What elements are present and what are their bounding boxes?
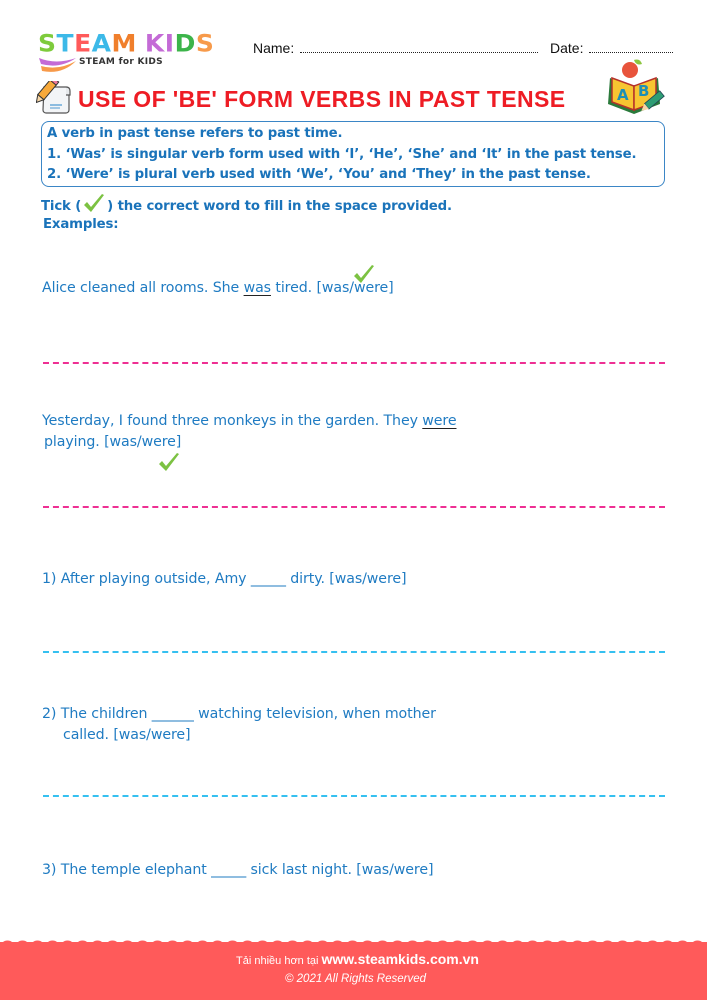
example-sentence-cont: playing. [was/were] — [44, 434, 182, 450]
date-label: Date: — [550, 40, 584, 56]
page-title: USE OF 'BE' FORM VERBS IN PAST TENSE — [78, 86, 566, 112]
logo-wordmark — [38, 31, 214, 57]
question-1[interactable]: 1) After playing outside, Amy _____ dirty. [was/were] — [42, 571, 407, 587]
logo-letter: E — [74, 29, 92, 58]
example-text: Alice cleaned all rooms. She — [42, 280, 244, 296]
footer-prefix: Tải nhiều hơn tại — [236, 955, 322, 967]
date-line[interactable] — [589, 41, 673, 53]
copyright-text: © 2021 All Rights Reserved — [284, 973, 426, 985]
footer-site-link[interactable]: www.steamkids.com.vn — [321, 951, 479, 967]
example-text: Yesterday, I found three monkeys in the garden. They — [42, 413, 423, 429]
logo-letter: K — [144, 29, 165, 58]
date-field[interactable] — [550, 40, 673, 56]
name-label: Name: — [253, 40, 295, 56]
logo-letter: A — [91, 29, 112, 58]
examples-label: Examples: — [43, 217, 119, 232]
ab-book-apple-icon — [608, 58, 668, 116]
example-sentence — [42, 413, 456, 429]
question-3[interactable]: 3) The temple elephant _____ sick last night. [was/were] — [42, 862, 434, 878]
name-field[interactable] — [253, 40, 538, 56]
example-sentence — [42, 280, 394, 296]
logo-letter: S — [38, 29, 57, 58]
logo-letter: M — [111, 29, 137, 58]
instruction-suffix: ) the correct word to fill in the space provided. — [107, 199, 452, 214]
name-line[interactable] — [300, 41, 538, 53]
separator-line — [43, 506, 665, 508]
question-2-cont: called. [was/were] — [63, 727, 191, 743]
separator-line — [43, 651, 665, 653]
logo-letter: S — [195, 29, 215, 58]
svg-text:A: A — [617, 86, 629, 104]
logo-letter: I — [164, 29, 175, 58]
footer-copyright — [0, 973, 707, 985]
svg-text:B: B — [638, 82, 650, 100]
checkmark-icon — [157, 452, 181, 474]
rule-info-box — [41, 121, 665, 187]
checkmark-icon — [82, 193, 106, 215]
example-answer: was — [243, 280, 271, 296]
example-answer: were — [422, 413, 457, 429]
steam-kids-logo — [38, 31, 238, 71]
logo-letter: T — [56, 29, 75, 58]
footer-download-line — [0, 951, 707, 967]
example-text: tired. [was/were] — [270, 280, 394, 296]
instruction-prefix: Tick ( — [41, 199, 82, 214]
info-line: 1. ‘Was’ is singular verb form used with ‘I’, ‘He’, ‘She’ and ‘It’ in the past tense. — [47, 146, 637, 162]
logo-letter: D — [174, 29, 196, 58]
instruction-line — [41, 193, 452, 215]
info-line: 2. ‘Were’ is plural verb used with ‘We’, ‘You’ and ‘They’ in the past tense. — [47, 167, 591, 182]
logo-tagline: STEAM for KIDS — [79, 57, 163, 67]
separator-line — [43, 795, 665, 797]
separator-line — [43, 362, 665, 364]
logo-swoosh-icon — [38, 55, 80, 73]
info-line: A verb in past tense refers to past time. — [47, 126, 343, 141]
question-2[interactable]: 2) The children ______ watching television, when mother — [42, 706, 436, 722]
worksheet-pencil-icon — [36, 81, 72, 115]
